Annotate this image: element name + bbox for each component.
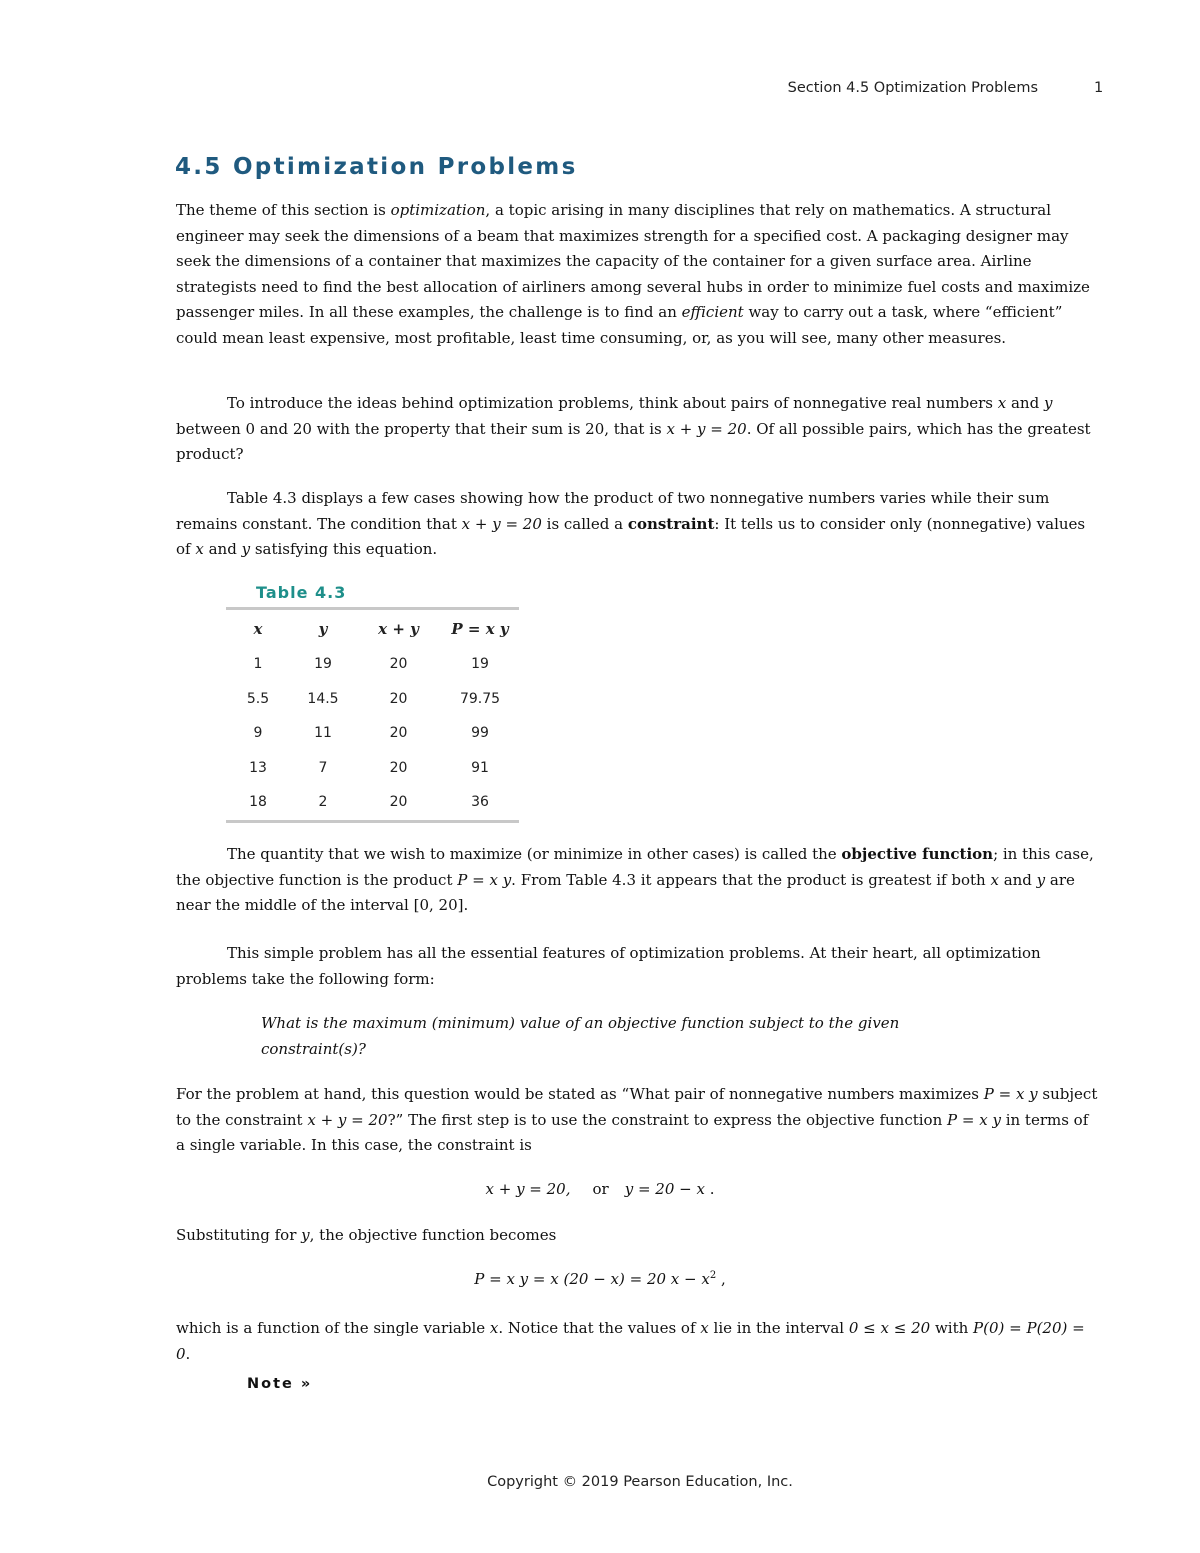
table-cell: 14.5 [307, 690, 339, 707]
table-cell: 19 [314, 656, 332, 673]
copyright-footer: Copyright © 2019 Pearson Education, Inc. [487, 1474, 793, 1490]
table-cell: 20 [389, 794, 408, 811]
term-constraint: constraint [627, 514, 715, 533]
table-cell: 79.75 [459, 690, 501, 707]
table-header-row [226, 609, 519, 648]
table-cell: 5.5 [246, 690, 270, 707]
table-cell: 2 [318, 794, 328, 811]
column-header-x: x [253, 619, 263, 638]
term-optimization: optimization [390, 201, 486, 219]
table-cell: 1 [253, 656, 263, 673]
equation-inline: P = x y [947, 1110, 1001, 1129]
equation-inline: x + y = 20 [461, 514, 542, 533]
data-table [226, 607, 519, 823]
substituting-paragraph: Substituting for y, the objective function becomes [176, 1226, 557, 1244]
term-objective-function: objective function [841, 845, 994, 863]
equation-inline: P = x y [983, 1085, 1038, 1103]
page-number: 1 [1094, 80, 1104, 96]
table-cell: 91 [471, 759, 489, 776]
table-cell: 19 [471, 656, 489, 673]
display-equation-constraint: x + y = 20, or y = 20 − x . [485, 1180, 715, 1198]
table-cell: 20 [389, 656, 408, 673]
table-cell: 20 [389, 725, 408, 742]
table-cell: 11 [314, 725, 332, 742]
equation-inline: P(0) = P(20) = 0 [176, 1319, 1085, 1363]
table-cell: 18 [249, 794, 267, 811]
table-cell: 99 [471, 725, 489, 742]
column-header-product: P = x y [451, 619, 509, 638]
table-cell: 36 [471, 794, 489, 811]
table-row [226, 716, 519, 751]
equation-inline: x + y = 20 [307, 1110, 388, 1129]
table-cell: 7 [318, 759, 328, 776]
table-row [226, 682, 519, 717]
table-row [226, 785, 519, 821]
display-equation-objective: P = x y = x (20 − x) = 20 $x - x^2$ , [474, 1270, 726, 1288]
table-row [226, 647, 519, 682]
equation-inline: P = x y [457, 870, 512, 889]
table-row [226, 751, 519, 786]
table-cell: 13 [249, 759, 267, 776]
table-cell: 20 [389, 690, 408, 707]
table-cell: 20 [389, 759, 408, 776]
table-intro-paragraph: Table 4.3 displays a few cases showing how the product of two nonnegative numbers varies while their sum remains constant. The condition that x + y = 20 is called a constraint: It tells us to consider only (nonnegative) values of x and y satisfying this equation. [176, 489, 1086, 558]
features-paragraph: This simple problem has all the essential features of optimization problems. At their heart, all optimization problems take the following form: [176, 944, 1041, 988]
interval-inline: 0 ≤ x ≤ 20 [848, 1319, 931, 1337]
table-caption: Table 4.3 [256, 583, 347, 602]
note-link[interactable]: Note » [247, 1376, 313, 1392]
section-title: 4.5 Optimization Problems [175, 154, 578, 180]
single-variable-paragraph: which is a function of the single variable x. Notice that the values of x lie in the interval 0 ≤ x ≤ 20 with P(0) = P(20) = 0. [176, 1319, 1085, 1363]
pairs-paragraph: To introduce the ideas behind optimization problems, think about pairs of nonnegative real numbers x and y between 0 and 20 with the property that their sum is 20, that is x + y = 20. Of all possible pairs, which has the greatest product? [176, 394, 1091, 463]
block-quote: What is the maximum (minimum) value of an objective function subject to the given constraint(s)? [261, 1014, 900, 1058]
table-cell: 9 [253, 725, 263, 742]
column-header-sum: x + y [378, 619, 419, 638]
column-header-y: y [318, 619, 328, 638]
intro-paragraph: The theme of this section is optimization, a topic arising in many disciplines that rely on mathematics. A structural engineer may seek the dimensions of a beam that maximizes strength for a specified cost. A packaging designer may seek the dimensions of a container that maximizes the capacity of the container for a given surface area. Airline strategists need to find the best allocation of airliners among several hubs in order to minimize fuel costs and maximize passenger miles. In all these examples, the challenge is to find an efficient way to carry out a task, where “efficient” could mean least expensive, most profitable, least time consuming, or, as you will see, many other measures. [176, 201, 1090, 347]
objective-paragraph: The quantity that we wish to maximize (or minimize in other cases) is called the objective function; in this case, the objective function is the product P = x y. From Table 4.3 it appears that the product is greatest if both x and y are near the middle of the interval [0, 20]. [176, 845, 1094, 914]
problem-paragraph: For the problem at hand, this question would be stated as “What pair of nonnegative numbers maximizes P = x y subject to the constraint x + y = 20?” The first step is to use the constraint to express the objective function P = x y in terms of a single variable. In this case, the constraint is [176, 1085, 1098, 1154]
equation-inline: x + y = 20 [666, 419, 747, 438]
running-header: Section 4.5 Optimization Problems [787, 80, 1038, 96]
term-efficient: efficient [681, 303, 744, 321]
